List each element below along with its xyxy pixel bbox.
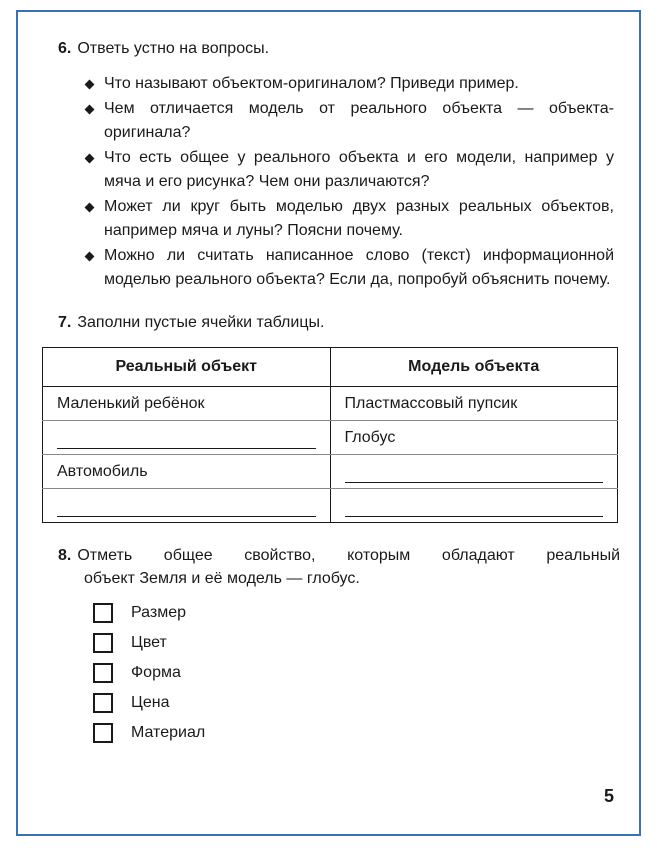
question-item: Чем отличается модель от реального объекта — объекта-оригинала?	[84, 97, 614, 146]
table-cell: Пластмассовый пупсик	[330, 387, 618, 421]
option-label: Размер	[131, 604, 186, 621]
task-7-title: Заполни пустые ячейки таблицы.	[77, 314, 325, 331]
bullet-diamond-icon	[85, 153, 95, 163]
table-row	[43, 455, 618, 489]
table-cell: Глобус	[330, 421, 618, 455]
objects-table	[42, 347, 618, 523]
task-8-text-line1: Отметь общее свойство, которым обладают реальный	[77, 547, 620, 564]
question-item: Что называют объектом-оригиналом? Приведи пример.	[84, 72, 614, 97]
task-6-questions	[84, 72, 614, 293]
bullet-diamond-icon	[85, 202, 95, 212]
question-item: Можно ли считать написанное слово (текст) информационной моделью реального объекта? Если да, попробуй объяснить почему.	[84, 244, 614, 293]
option-label: Цена	[131, 694, 170, 711]
bullet-diamond-icon	[85, 80, 95, 90]
blank-cell[interactable]	[330, 455, 618, 489]
table-row	[43, 387, 618, 421]
checkbox-square-icon[interactable]	[93, 603, 113, 623]
bullet-diamond-icon	[85, 104, 95, 114]
answer-line[interactable]	[57, 496, 316, 517]
task-8-heading	[58, 544, 620, 590]
task-8-text-line2: объект Земля и её модель — глобус.	[84, 570, 360, 587]
checkbox-square-icon[interactable]	[93, 633, 113, 653]
checkbox-square-icon[interactable]	[93, 723, 113, 743]
table-cell: Маленький ребёнок	[43, 387, 331, 421]
page-number: 5	[604, 786, 615, 806]
task-7-number: 7.	[58, 314, 72, 331]
task-6-title: Ответь устно на вопросы.	[77, 40, 270, 57]
option-label: Форма	[131, 664, 181, 681]
table-header-row	[43, 348, 618, 387]
blank-cell[interactable]	[43, 421, 331, 455]
task-6-heading	[58, 38, 269, 60]
option-item[interactable]	[93, 718, 205, 748]
table-row	[43, 489, 618, 523]
checkbox-square-icon[interactable]	[93, 693, 113, 713]
answer-line[interactable]	[345, 462, 604, 483]
task-8-number: 8.	[58, 547, 72, 564]
header-real-object: Реальный объект	[43, 348, 331, 387]
option-label: Материал	[131, 724, 206, 741]
task-7-heading	[58, 312, 324, 334]
blank-cell[interactable]	[330, 489, 618, 523]
task-8-options	[93, 598, 205, 748]
header-model-object: Модель объекта	[330, 348, 618, 387]
option-item[interactable]	[93, 658, 205, 688]
option-item[interactable]	[93, 598, 205, 628]
option-item[interactable]	[93, 628, 205, 658]
answer-line[interactable]	[57, 428, 316, 449]
option-item[interactable]	[93, 688, 205, 718]
question-item: Может ли круг быть моделью двух разных реальных объектов, например мяча и луны? Поясни почему.	[84, 195, 614, 244]
bullet-diamond-icon	[85, 251, 95, 261]
table-cell: Автомобиль	[43, 455, 331, 489]
table-row	[43, 421, 618, 455]
question-item: Что есть общее у реального объекта и его модели, например у мяча и его рисунка? Чем они различаются?	[84, 146, 614, 195]
task-6-number: 6.	[58, 40, 72, 57]
option-label: Цвет	[131, 634, 167, 651]
answer-line[interactable]	[345, 496, 604, 517]
blank-cell[interactable]	[43, 489, 331, 523]
checkbox-square-icon[interactable]	[93, 663, 113, 683]
